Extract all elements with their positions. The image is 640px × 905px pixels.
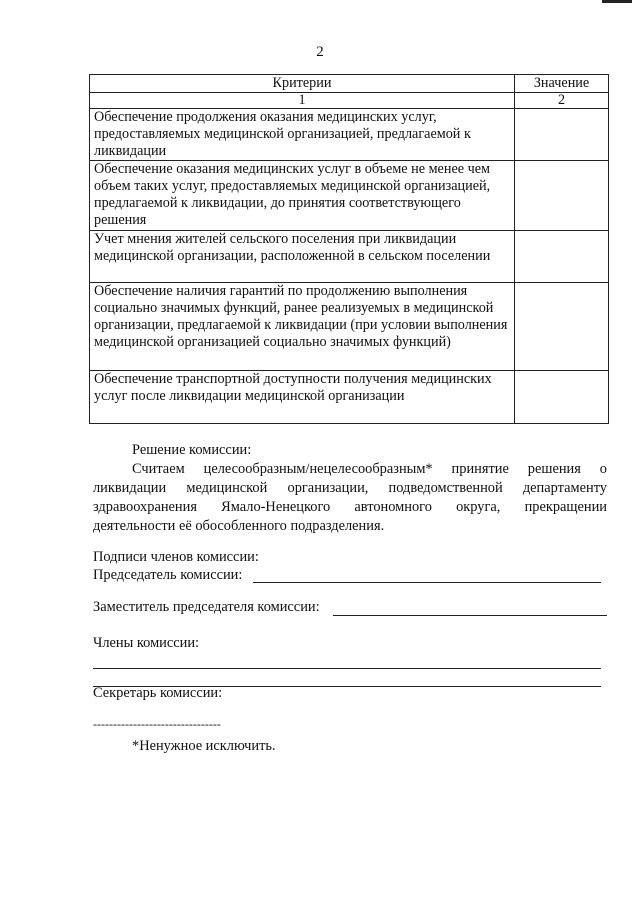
page-number: 2 — [316, 44, 324, 60]
table-row — [90, 371, 609, 424]
criterion-cell: Обеспечение наличия гарантий по продолжению выполнения социально значимых функций, ранее реализуемых в медицинской организации, предлагаемой к ликвидации (при условии выполнения медицинской организацией социально значимых функций) — [90, 283, 515, 371]
deputy-label: Заместитель председателя комиссии: — [93, 599, 320, 615]
decision-body: Считаем целесообразным/нецелесообразным* принятие решения о ликвидации медицинской организации, подведомственной департаменту здравоохранения Ямало-Ненецкого автономного округа, прекращении деятельности её обособленного подразделения. — [93, 461, 607, 534]
secretary-label: Секретарь комиссии: — [93, 685, 223, 701]
column-number-1: 1 — [90, 93, 515, 109]
value-cell — [515, 231, 609, 283]
chair-signature-line — [253, 582, 601, 583]
column-number-2: 2 — [515, 93, 609, 109]
value-cell — [515, 371, 609, 424]
criteria-table — [89, 74, 609, 424]
criterion-cell: Обеспечение транспортной доступности получения медицинских услуг после ликвидации медицинской организации — [90, 371, 515, 424]
members-signature-line — [93, 668, 601, 669]
column-number-row — [90, 93, 609, 109]
value-cell — [515, 283, 609, 371]
table-row — [90, 231, 609, 283]
table-row — [90, 161, 609, 231]
signatures-title: Подписи членов комиссии: — [93, 549, 259, 565]
criterion-cell: Учет мнения жителей сельского поселения при ликвидации медицинской организации, расположенной в сельском поселении — [90, 231, 515, 283]
criterion-cell: Обеспечение оказания медицинских услуг в объеме не менее чем объем таких услуг, предоставляемых медицинской организацией, предлагаемой к ликвидации, до принятия соответствующего решения — [90, 161, 515, 231]
value-cell — [515, 161, 609, 231]
chair-label: Председатель комиссии: — [93, 567, 243, 583]
members-label: Члены комиссии: — [93, 635, 200, 651]
header-criteria: Критерии — [90, 75, 515, 93]
value-cell — [515, 109, 609, 161]
deputy-signature-line — [333, 615, 607, 616]
table-row — [90, 109, 609, 161]
table-header-row — [90, 75, 609, 93]
criterion-cell: Обеспечение продолжения оказания медицинских услуг, предоставляемых медицинской организацией, предлагаемой к ликвидации — [90, 109, 515, 161]
corner-mark — [602, 0, 632, 3]
decision-title: Решение комиссии: — [132, 442, 252, 458]
footnote-text: *Ненужное исключить. — [132, 738, 276, 754]
header-value: Значение — [515, 75, 609, 93]
footnote-separator: -------------------------------- — [93, 717, 221, 731]
table-row — [90, 283, 609, 371]
